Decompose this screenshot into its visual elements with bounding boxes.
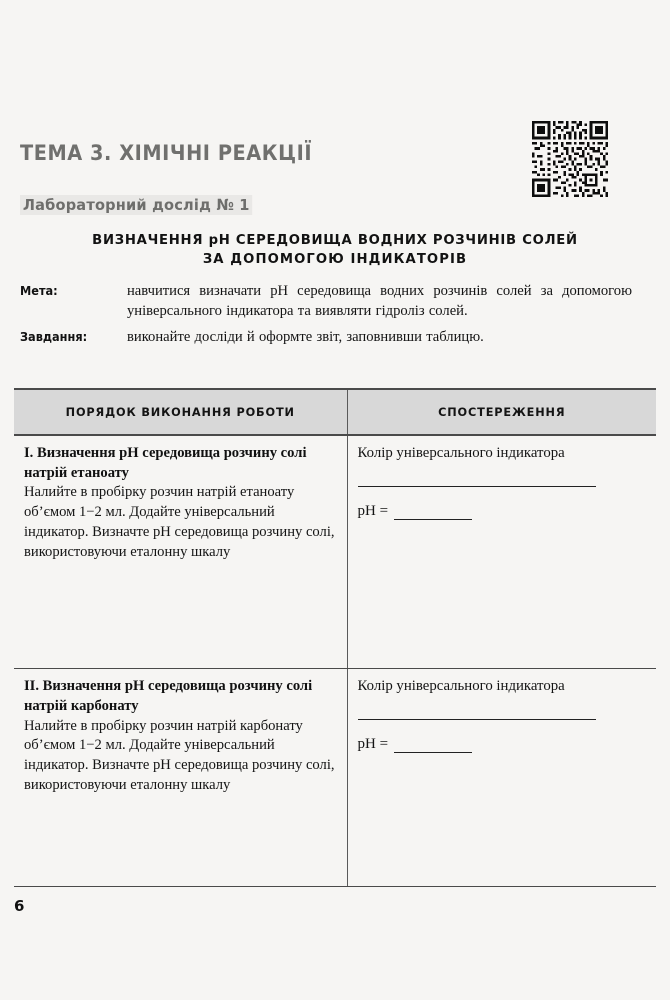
- task-label: Завдання:: [20, 328, 88, 344]
- observation-cell-2: [347, 669, 656, 886]
- observation-label-1: Колір універсального індикатора: [357, 445, 565, 461]
- goal-label: Мета:: [20, 283, 58, 298]
- table-row: [14, 435, 656, 669]
- procedure-cell-1: [14, 435, 347, 669]
- report-table: [14, 388, 656, 887]
- procedure-cell-2: [14, 669, 347, 886]
- objectives-block: [20, 281, 632, 352]
- observation-label-2: Колір універсального індикатора: [357, 678, 565, 695]
- task-row: [20, 327, 632, 347]
- procedure-heading-2: II. Визначення pH середовища розчину солі натрій карбонату: [24, 678, 313, 714]
- column-header-procedure: ПОРЯДОК ВИКОНАННЯ РОБОТИ: [14, 389, 347, 435]
- table-header-row: [14, 389, 656, 435]
- ph-label-2: pH =: [357, 735, 389, 752]
- task-text: виконайте досліди й оформте звіт, заповнивши таблицю.: [127, 328, 484, 345]
- table-row: [14, 669, 656, 886]
- ph-answer-blank-2[interactable]: [394, 739, 472, 753]
- page-title: [0, 231, 670, 269]
- observation-cell-1: [347, 435, 656, 669]
- goal-text: навчитися визначати pH середовища водних розчинів солей за допомогою універсального індикатора та виявляти гідроліз солей.: [127, 283, 632, 320]
- page-title-line-2: ЗА ДОПОМОГОЮ ІНДИКАТОРІВ: [202, 252, 468, 267]
- observation-answer-line-1[interactable]: [358, 486, 596, 487]
- ph-answer-row-1: [358, 503, 647, 520]
- procedure-heading-1: I. Визначення pH середовища розчину солі натрій етаноату: [24, 445, 307, 481]
- page-number: 6: [14, 897, 25, 915]
- ph-answer-row-2: [358, 736, 647, 753]
- observation-answer-line-2[interactable]: [358, 719, 596, 720]
- ph-label-1: pH =: [357, 502, 389, 519]
- lab-experiment-title: Лабораторний дослід № 1: [20, 195, 252, 215]
- page-title-line-1: ВИЗНАЧЕННЯ pH СЕРЕДОВИЩА ВОДНИХ РОЗЧИНІВ СОЛЕЙ: [92, 233, 578, 248]
- qr-code-icon: [527, 121, 613, 197]
- procedure-body-1: Налийте в пробірку розчин натрій етаноату об’ємом 1−2 мл. Додайте універсальний індикатор. Визначте pH середовища розчину солі, використовуючи еталонну шкалу: [24, 484, 335, 560]
- ph-answer-blank-1[interactable]: [394, 506, 472, 520]
- procedure-body-2: Налийте в пробірку розчин натрій карбонату об’ємом 1−2 мл. Додайте універсальний індикатор. Визначте pH середовища розчину солі, використовуючи еталонну шкалу: [24, 717, 335, 793]
- goal-row: [20, 281, 632, 322]
- theme-title: ТЕМА 3. ХІМІЧНІ РЕАКЦІЇ: [20, 141, 313, 165]
- column-header-observation: СПОСТЕРЕЖЕННЯ: [347, 389, 656, 435]
